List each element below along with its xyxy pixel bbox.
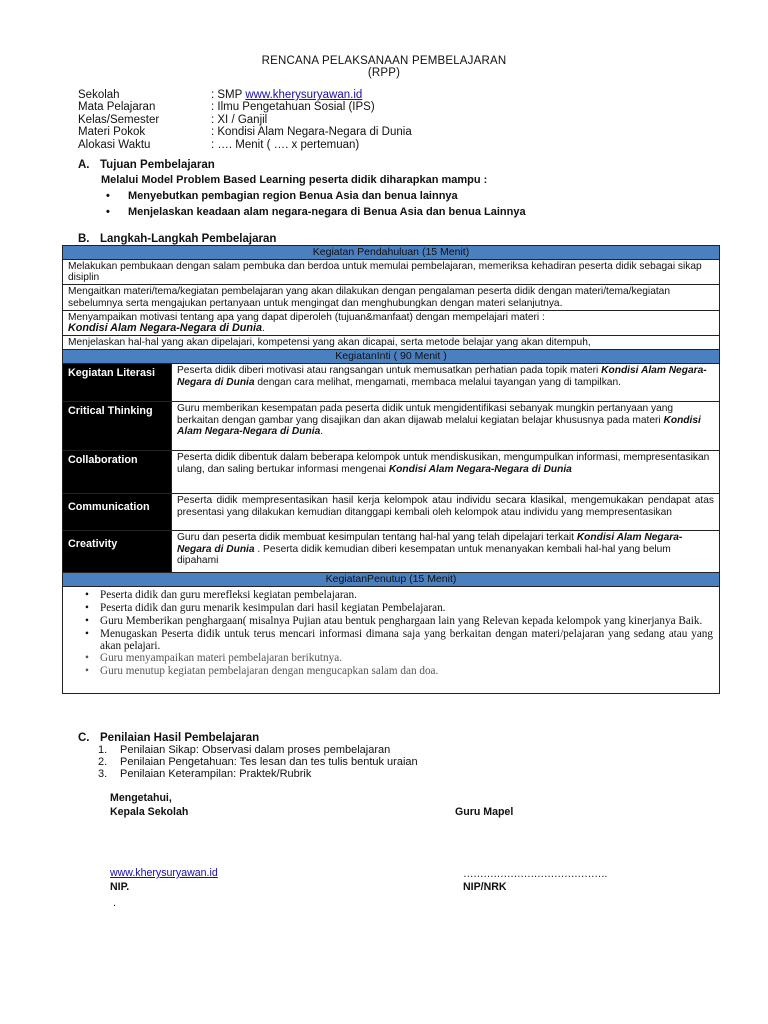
section-title: Tujuan Pembelajaran bbox=[100, 159, 215, 171]
inti-row-creativity bbox=[63, 531, 719, 573]
section-a-heading bbox=[78, 159, 215, 171]
item-number: 1. bbox=[98, 744, 108, 756]
inti-text-post: . Peserta didik kemudian diberi kesempatan untuk menanyakan kembali hal-hal yang belum dipahami bbox=[177, 543, 671, 566]
assessment-item bbox=[98, 768, 418, 780]
inti-text-pre: Peserta didik dibentuk dalam beberapa kelompok untuk mendiskusikan, mengumpulkan informasi, mempresentasikan ulang, dan saling bertukar informasi mengenai bbox=[177, 452, 710, 475]
info-row-alokasi bbox=[78, 139, 412, 151]
penutup-list bbox=[63, 587, 719, 693]
objective-text: Menyebutkan pembagian region Benua Asia dan benua lainnya bbox=[128, 190, 458, 202]
info-value-text: : SMP bbox=[211, 89, 246, 101]
section-a-intro: Melalui Model Problem Based Learning peserta didik diharapkan mampu : bbox=[101, 174, 488, 186]
inti-text-post: . bbox=[320, 425, 324, 437]
inti-header: KegiatanInti ( 90 Menit ) bbox=[63, 350, 719, 364]
sign-guru-mapel: Guru Mapel bbox=[455, 806, 514, 818]
info-value: : …. Menit ( …. x pertemuan) bbox=[211, 138, 360, 151]
assessment-item bbox=[98, 756, 418, 768]
assessment-item bbox=[98, 744, 418, 756]
info-label: Mata Pelajaran bbox=[78, 101, 156, 114]
objective-item bbox=[106, 206, 526, 218]
inti-text bbox=[171, 402, 719, 450]
section-c-heading bbox=[78, 732, 259, 744]
objective-item bbox=[106, 190, 458, 202]
penutup-header: KegiatanPenutup (15 Menit) bbox=[63, 573, 719, 587]
section-b-heading bbox=[78, 233, 276, 245]
sign-kepala-sekolah: Kepala Sekolah bbox=[110, 806, 189, 818]
inti-text-pre: Guru memberikan kesempatan pada peserta didik untuk mengidentifikasi sebanyak mungkin pertanyaan yang berkaitan dengan gambar yang disajikan dan akan dijawab melalui kegiatan belajar khususnya pada materi bbox=[177, 403, 674, 426]
info-value bbox=[211, 89, 362, 101]
section-title: Penilaian Hasil Pembelajaran bbox=[100, 732, 260, 744]
info-label: Alokasi Waktu bbox=[78, 138, 151, 151]
materi-emphasis: Kondisi Alam Negara-Negara di Dunia bbox=[388, 463, 572, 475]
inti-row-communication bbox=[63, 494, 719, 531]
inti-label: Kegiatan Literasi bbox=[63, 364, 171, 401]
sign-website-link[interactable]: www.kherysuryawan.id bbox=[110, 867, 218, 879]
sign-mengetahui: Mengetahui, bbox=[110, 792, 172, 804]
inti-text bbox=[171, 364, 719, 401]
info-label: Materi Pokok bbox=[78, 126, 146, 139]
objective-text: Menjelaskan keadaan alam negara-negara di Benua Asia dan benua Lainnya bbox=[128, 206, 526, 218]
sign-nip: NIP. bbox=[110, 881, 130, 893]
penutup-item: • Guru Memberikan penghargaan( misalnya Pujian atau bentuk penghargaan lain yang Relevan kepada kelompok yang kinerjanya Baik. bbox=[87, 616, 713, 628]
school-link[interactable]: www.kherysuryawan.id bbox=[245, 89, 363, 101]
period: . bbox=[262, 323, 265, 335]
item-text: Penilaian Pengetahuan: Tes lesan dan tes tulis bentuk uraian bbox=[120, 756, 418, 768]
item-number: 3. bbox=[98, 768, 108, 780]
inti-text-pre: Guru dan peserta didik membuat kesimpulan tentang hal-hal yang telah dipelajari terkait bbox=[177, 532, 577, 544]
inti-text bbox=[171, 531, 719, 572]
sign-nip-nrk: NIP/NRK bbox=[463, 881, 507, 893]
inti-row-collaboration bbox=[63, 451, 719, 494]
inti-text-post: dengan cara melihat, mengamati, membaca melalui tayangan yang di tampilkan. bbox=[254, 376, 621, 388]
item-text: Penilaian Keterampilan: Praktek/Rubrik bbox=[120, 768, 312, 780]
info-block bbox=[78, 89, 412, 151]
pendahuluan-row: Mengaitkan materi/tema/kegiatan pembelajaran yang akan dilakukan dengan pengalaman peserta didik dengan materi/tema/kegiatan sebelumnya serta mengajukan pertanyaan untuk mengingat dan menghubungkan dengan materi selanjutnya. bbox=[63, 285, 719, 310]
section-number: A. bbox=[78, 159, 90, 171]
pendahuluan-row bbox=[63, 311, 719, 336]
pendahuluan-row: Melakukan pembukaan dengan salam pembuka dan berdoa untuk memulai pembelajaran, memeriksa kehadiran peserta didik sebagai sikap disiplin bbox=[63, 260, 719, 285]
materi-emphasis: Kondisi Alam Negara-Negara di Dunia bbox=[68, 322, 262, 335]
inti-text-pre: Peserta didik diberi motivasi atau rangsangan untuk memusatkan perhatian pada topik materi bbox=[177, 365, 602, 377]
document-title: RENCANA PELAKSANAAN PEMBELAJARAN bbox=[261, 55, 507, 67]
assessment-list bbox=[98, 744, 418, 780]
inti-row-critical-thinking bbox=[63, 402, 719, 451]
info-label: Kelas/Semester bbox=[78, 113, 160, 126]
inti-row-literasi bbox=[63, 364, 719, 402]
info-row-kelas bbox=[78, 114, 412, 126]
info-row-sekolah bbox=[78, 89, 412, 101]
penutup-item: • Guru menyampaikan materi pembelajaran berikutnya. bbox=[87, 653, 713, 665]
materi-emphasis: Kondisi Alam Negara-Negara di Dunia bbox=[177, 532, 683, 555]
info-value: : XI / Ganjil bbox=[211, 113, 268, 126]
item-number: 2. bbox=[98, 756, 108, 768]
inti-label: Collaboration bbox=[63, 451, 171, 493]
inti-label: Critical Thinking bbox=[63, 402, 171, 450]
section-number: B. bbox=[78, 233, 90, 245]
section-number: C. bbox=[78, 732, 90, 744]
penutup-item: • Menugaskan Peserta didik untuk terus mencari informasi dimana saja yang berkaitan dengan materi/pelajaran yang sedang atau yang akan pelajari. bbox=[87, 629, 713, 653]
penutup-item: • Peserta didik dan guru merefleksi kegiatan pembelajaran. bbox=[87, 590, 713, 602]
penutup-item: • Peserta didik dan guru menarik kesimpulan dari hasil kegiatan Pembelajaran. bbox=[87, 603, 713, 615]
item-text: Penilaian Sikap: Observasi dalam proses pembelajaran bbox=[120, 744, 391, 756]
info-row-materi bbox=[78, 126, 412, 138]
inti-label: Creativity bbox=[63, 531, 171, 572]
section-title: Langkah-Langkah Pembelajaran bbox=[100, 233, 277, 245]
pendahuluan-row-text: Menyampaikan motivasi tentang apa yang dapat diperoleh (tujuan&manfaat) dengan mempelajari materi : bbox=[68, 311, 545, 323]
pendahuluan-header: Kegiatan Pendahuluan (15 Menit) bbox=[63, 246, 719, 260]
info-row-mapel bbox=[78, 101, 412, 113]
materi-emphasis: Kondisi Alam Negara-Negara di Dunia bbox=[177, 414, 701, 437]
info-value: : Ilmu Pengetahuan Sosial (IPS) bbox=[211, 101, 375, 114]
pendahuluan-row: Menjelaskan hal-hal yang akan dipelajari, kompetensi yang akan dicapai, serta metode belajar yang akan ditempuh, bbox=[63, 336, 719, 350]
inti-text bbox=[171, 451, 719, 493]
end-dot: . bbox=[113, 897, 116, 909]
penutup-item: • Guru menutup kegiatan pembelajaran dengan mengucapkan salam dan doa. bbox=[87, 666, 713, 678]
materi-emphasis: Kondisi Alam Negara-Negara di Dunia bbox=[177, 365, 707, 388]
sign-dotted-line: ……………………………………. bbox=[463, 868, 607, 880]
inti-text: Peserta didik mempresentasikan hasil kerja kelompok atau individu secara klasikal, mengemukakan pendapat atas presentasi yang dilakukan kemudian ditanggapi kembali oleh kelompok atau individu yang mempresentasikan bbox=[171, 494, 719, 530]
document-subtitle: (RPP) bbox=[367, 67, 401, 79]
info-value: : Kondisi Alam Negara-Negara di Dunia bbox=[211, 126, 412, 139]
inti-label: Communication bbox=[63, 494, 171, 530]
learning-steps-table bbox=[62, 245, 720, 694]
info-label: Sekolah bbox=[78, 89, 120, 101]
